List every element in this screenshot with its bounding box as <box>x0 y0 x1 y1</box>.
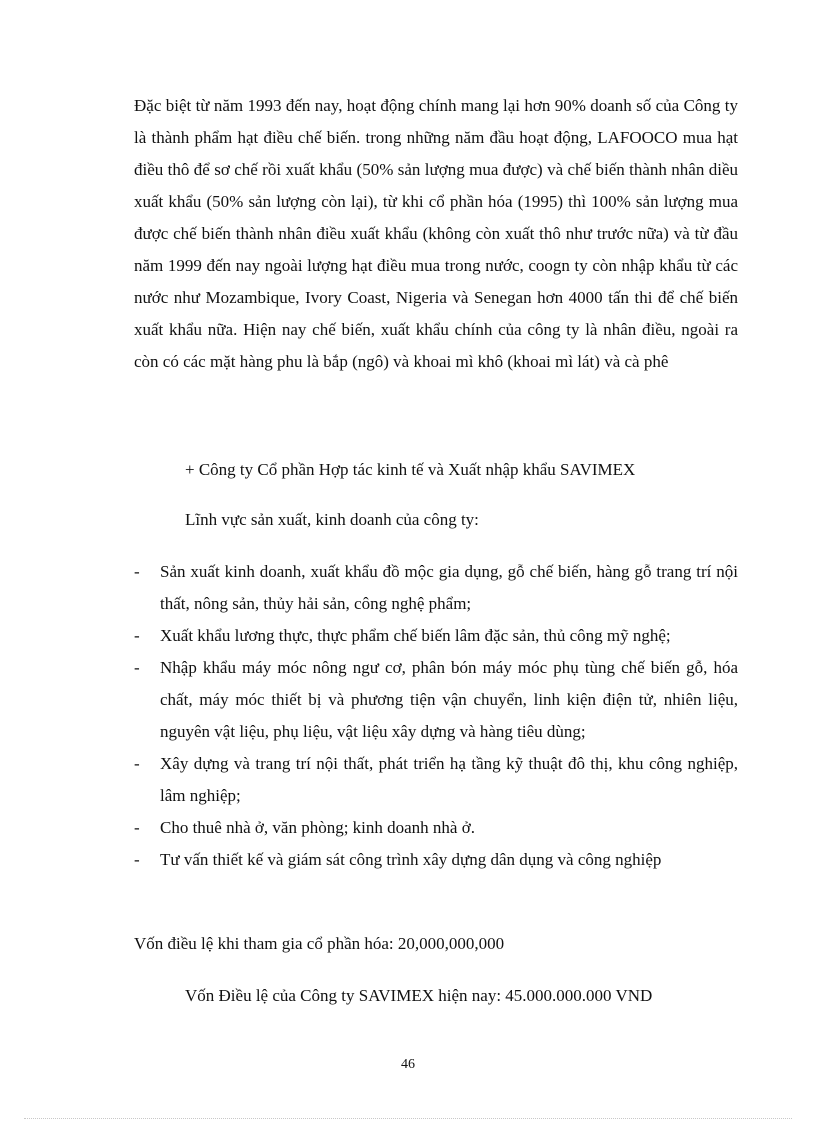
list-item <box>134 620 738 652</box>
bullet-dash: - <box>134 850 140 869</box>
list-item-text: Sản xuất kinh doanh, xuất khẩu đồ mộc gia dụng, gỗ chế biến, hàng gỗ trang trí nội thất, nông sản, thủy hải sản, công nghệ phẩm; <box>160 562 738 613</box>
company-heading: + Công ty Cổ phần Hợp tác kinh tế và Xuất nhập khẩu SAVIMEX <box>185 460 636 479</box>
list-item <box>134 748 738 812</box>
business-heading: Lĩnh vực sản xuất, kinh doanh của công ty: <box>185 510 479 529</box>
footer-divider <box>24 1118 792 1119</box>
intro-paragraph: Đặc biệt từ năm 1993 đến nay, hoạt động chính mang lại hơn 90% doanh số của Công ty là thành phẩm hạt điều chế biến. trong những năm đầu hoạt động, LAFOOCO mua hạt điều thô để sơ chế rồi xuất khẩu (50% sản lượng mua được) và chế biến thành nhân diều xuất khẩu (50% sản lượng còn lại), từ khi cổ phần hóa (1995) thì 100% sản lượng mua được chế biến thành nhân điều xuất khẩu (không còn xuất thô như trước nữa) và từ đầu năm 1999 đến nay ngoài lượng hạt điều mua trong nước, coogn ty còn nhập khẩu từ các nước như Mozambique, Ivory Coast, Nigeria và Senegan hơn 4000 tấn thi để chế biến xuất khẩu nữa. Hiện nay chế biến, xuất khẩu chính của công ty là nhân điều, ngoài ra còn có các mặt hàng phu là bắp (ngô) và khoai mì khô (khoai mì lát) và cà phê <box>134 96 738 371</box>
list-item-text: Xuất khẩu lương thực, thực phẩm chế biến lâm đặc sản, thủ công mỹ nghệ; <box>160 626 671 645</box>
capital-at-equitization: Vốn điều lệ khi tham gia cổ phần hóa: 20,000,000,000 <box>134 934 505 953</box>
bullet-dash: - <box>134 562 140 581</box>
list-item <box>134 652 738 748</box>
current-charter-capital: Vốn Điều lệ của Công ty SAVIMEX hiện nay: 45.000.000.000 VND <box>185 986 653 1005</box>
bullet-dash: - <box>134 818 140 837</box>
list-item <box>134 556 738 620</box>
bullet-dash: - <box>134 626 140 645</box>
list-item <box>134 812 738 844</box>
business-list <box>134 556 738 876</box>
list-item-text: Tư vấn thiết kế và giám sát công trình xây dựng dân dụng và công nghiệp <box>160 850 662 869</box>
bullet-dash: - <box>134 754 140 773</box>
list-item-text: Cho thuê nhà ở, văn phòng; kinh doanh nhà ở. <box>160 818 475 837</box>
page-number: 46 <box>401 1057 415 1072</box>
list-item <box>134 844 738 876</box>
list-item-text: Nhập khẩu máy móc nông ngư cơ, phân bón máy móc phụ tùng chế biến gỗ, hóa chất, máy móc thiết bị và phương tiện vận chuyển, linh kiện điện tử, nhiên liệu, nguyên vật liệu, phụ liệu, vật liệu xây dựng và hàng tiêu dùng; <box>160 658 738 741</box>
list-item-text: Xây dựng và trang trí nội thất, phát triển hạ tầng kỹ thuật đô thị, khu công nghiệp, lâm nghiệp; <box>160 754 738 805</box>
bullet-dash: - <box>134 658 140 677</box>
